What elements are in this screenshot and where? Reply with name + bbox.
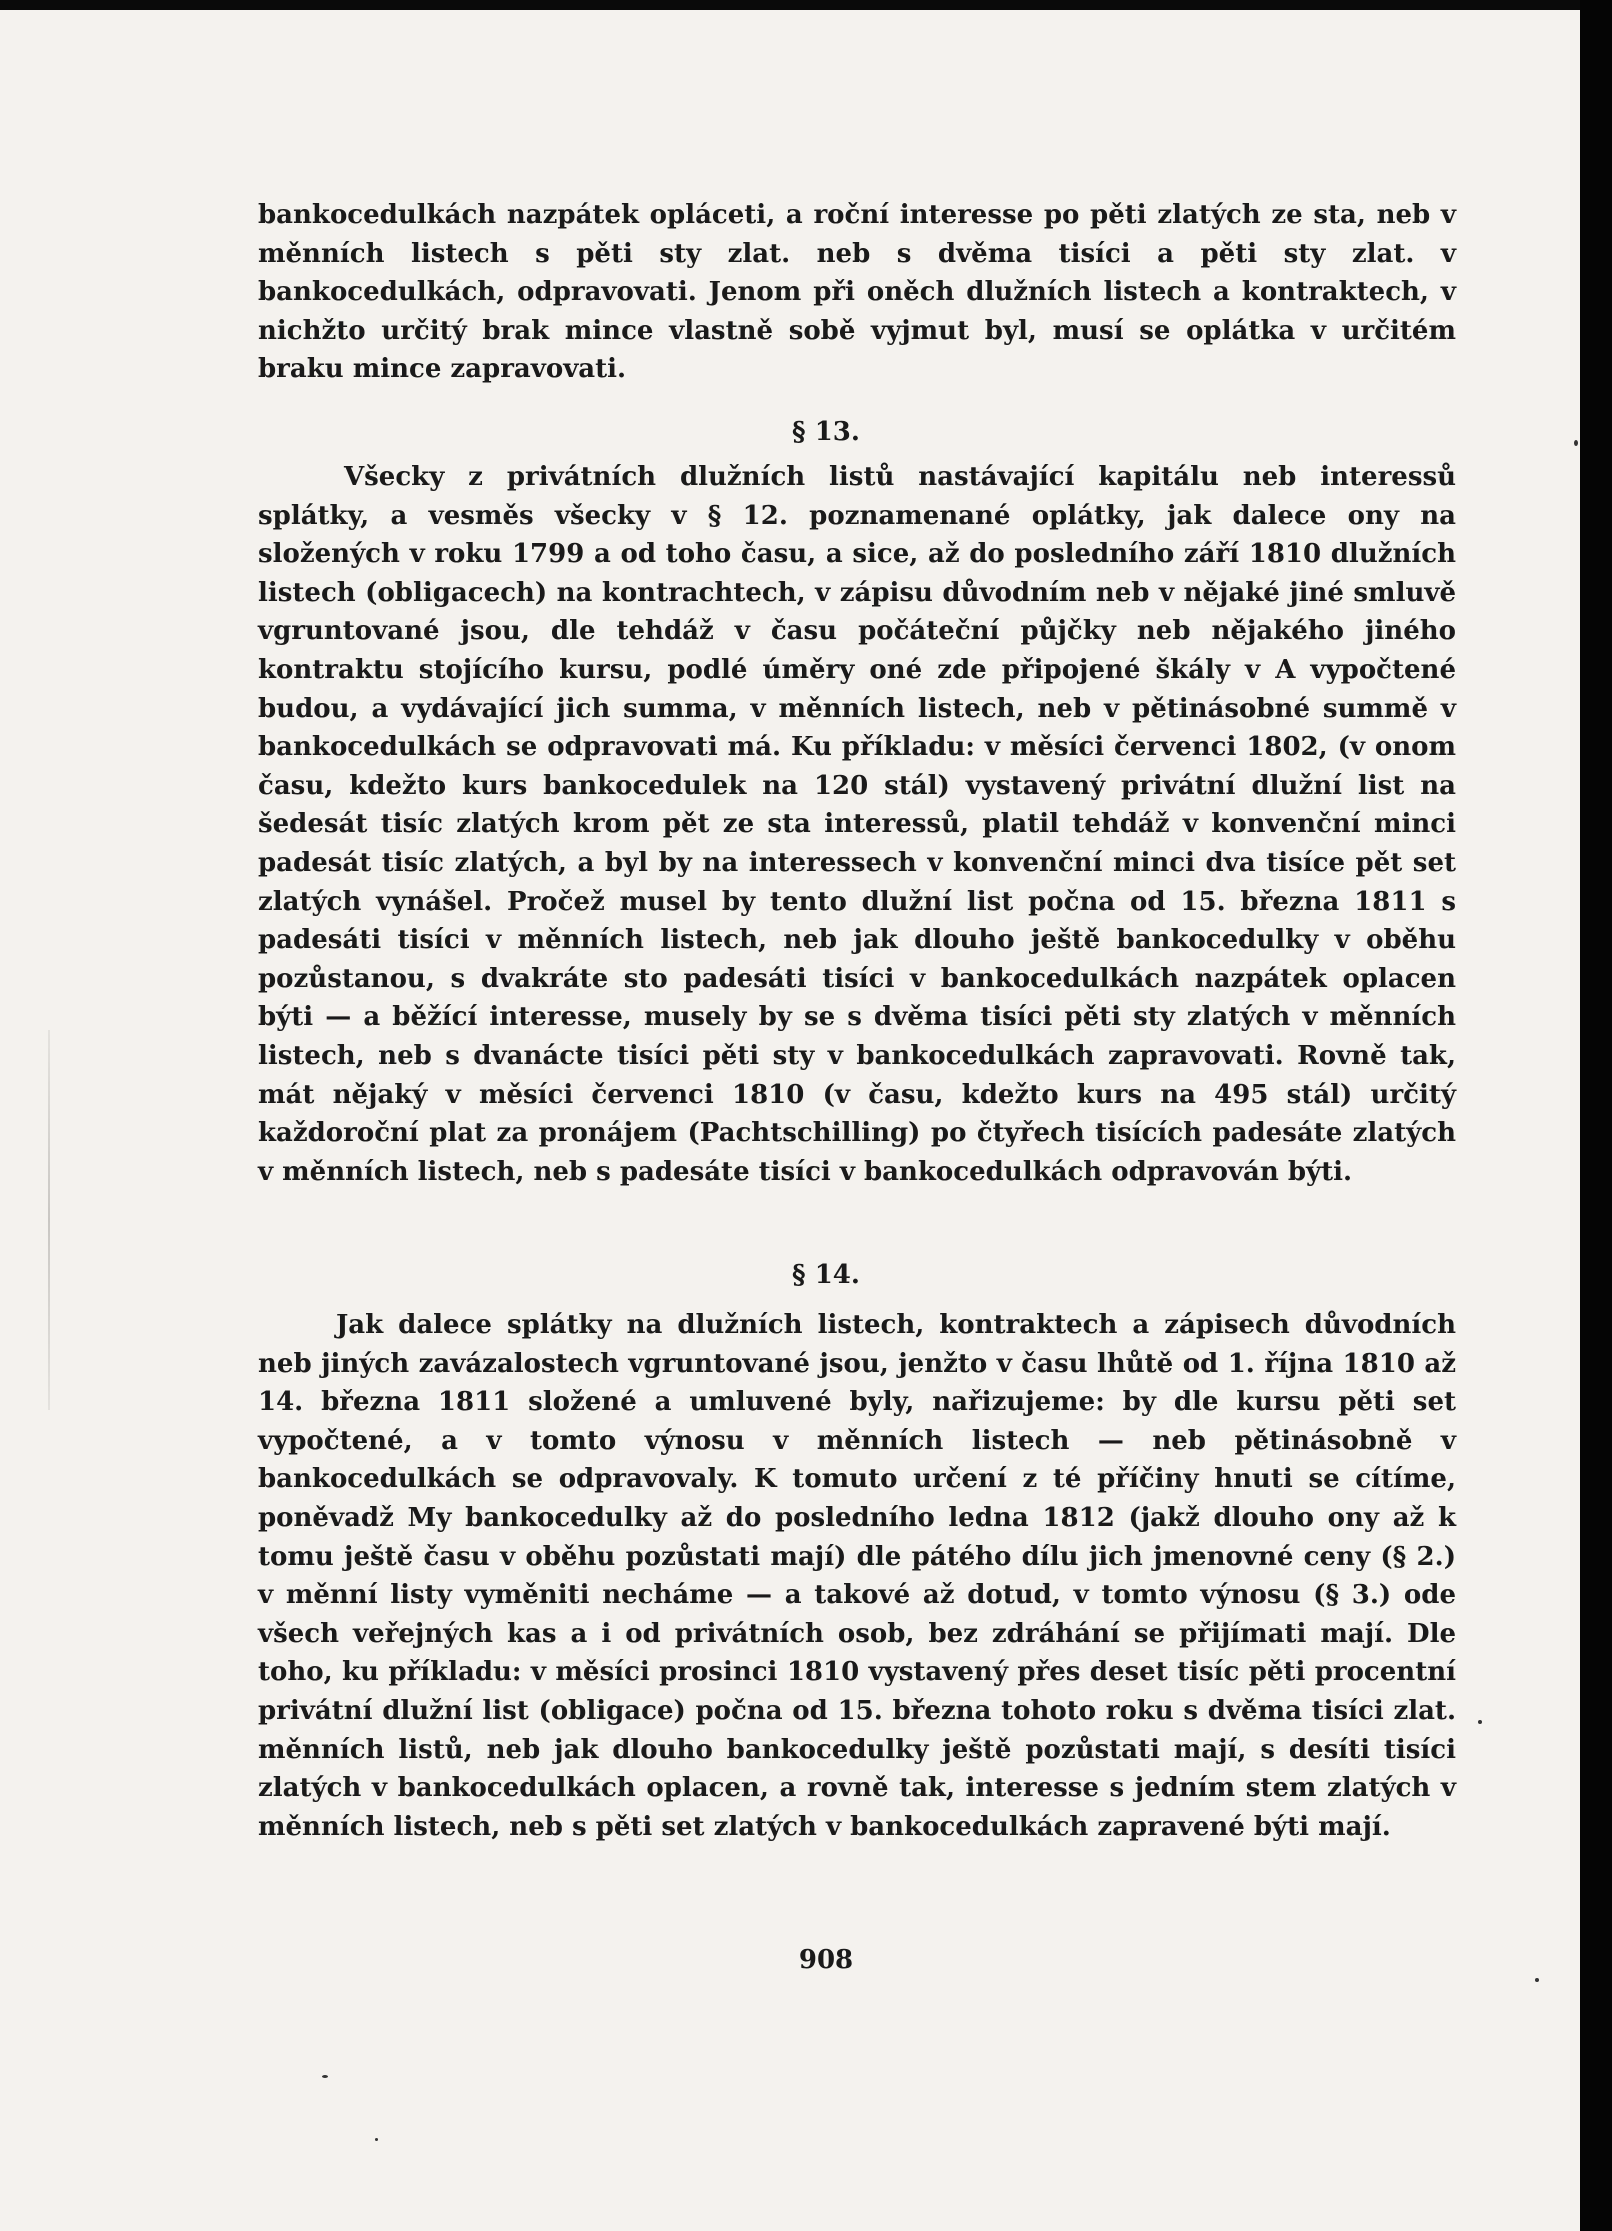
scan-speck (1574, 440, 1578, 446)
scan-speck (1478, 1720, 1482, 1724)
section-14-paragraph: Jak dalece splátky na dlužních listech, kontraktech a zápisech důvodních neb jiných zavázalostech vgruntované jsou, jenžto v času lhůtě od 1. října 1810 až 14. března 1811 složené a umluvené byly, nařizujeme: by dle kursu pěti set vypočtené, a v tomto výnosu v měnních listech — neb pětinásobně v bankocedulkách se odpravovaly. K tomuto určení z té příčiny hnuti se cítíme, poněvadž My bankocedulky až do posledního ledna 1812 (jakž dlouho ony až k tomu ještě času v oběhu pozůstati mají) dle pátého dílu jich jmenovné ceny (§ 2.) v měnní listy vyměniti necháme — a takové až dotud, v tomto výnosu (§ 3.) ode všech veřejných kas a i od privátních osob, bez zdráhání se přijímati mají. Dle toho, ku příkladu: v měsíci prosinci 1810 vystavený přes deset tisíc pěti procentní privátní dlužní list (obligace) počna od 15. března tohoto roku s dvěma tisíci zlat. měnních listů, neb jak dlouho bankocedulky ještě pozůstati mají, s desíti tisíci zlatých v bankocedulkách oplacen, a rovně tak, interesse s jedním stem zlatých v měnních listech, neb s pěti set zlatých v bankocedulkách zapravené býti mají. (258, 1310, 1456, 1842)
document-page (0, 10, 1580, 2231)
page-number: 908 (798, 1945, 854, 1975)
section-13-paragraph: Všecky z privátních dlužních listů nastávající kapitálu neb interessů splátky, a vesměs všecky v § 12. poznamenané oplátky, jak dalece ony na složených v roku 1799 a od toho času, a sice, až do posledního září 1810 dlužních listech (obligacech) na kontrachtech, v zápisu důvodním neb v nějaké jiné smluvě vgruntované jsou, dle tehdáž v času počáteční půjčky neb nějakého jiného kontraktu stojícího kursu, podlé úměry oné zde připojené škály v A vypočtené budou, a vydávající jich summa, v měnních listech, neb v pětinásobné summě v bankocedulkách se odpravovati má. Ku příkladu: v měsíci červenci 1802, (v onom času, kdežto kurs bankocedulek na 120 stál) vystavený privátní dlužní list na šedesát tisíc zlatých krom pět ze sta interessů, platil tehdáž v konvenční minci padesát tisíc zlatých, a byl by na interessech v konvenční minci dva tisíce pět set zlatých vynášel. Pročež musel by tento dlužní list počna od 15. března 1811 s padesáti tisíci v měnních listech, neb jak dlouho ještě bankocedulky v oběhu pozůstanou, s dvakráte sto padesáti tisíci v bankocedulkách nazpátek oplacen býti — a běžící interesse, musely by se s dvěma tisíci pěti sty zlatých v měnních listech, neb s dvanácte tisíci pěti sty v bankocedulkách zapravovati. Rovně tak, mát nějaký v měsíci červenci 1810 (v času, kdežto kurs na 495 stál) určitý každoroční plat za pronájem (Pachtschilling) po čtyřech tisících padesáte zlatých v měnních listech, neb s padesáte tisíci v bankocedulkách odpravován býti. (258, 462, 1456, 1187)
scan-shadow (48, 1030, 50, 1410)
scan-border (1580, 0, 1612, 2231)
section-13-heading: § 13. (792, 417, 860, 447)
scan-speck (1535, 1978, 1539, 1982)
paragraph-continuation: bankocedulkách nazpátek opláceti, a roční interesse po pěti zlatých ze sta, neb v měnních listech s pěti sty zlat. neb s dvěma tisíci a pěti sty zlat. v bankocedulkách, odpravovati. Jenom při oněch dlužních listech a kontraktech, v nichžto určitý brak mince vlastně sobě vyjmut byl, musí se oplátka v určitém braku mince zapravovati. (258, 200, 1456, 385)
section-14-heading: § 14. (792, 1260, 860, 1290)
scan-speck (375, 2138, 378, 2141)
scan-speck (322, 2075, 328, 2078)
